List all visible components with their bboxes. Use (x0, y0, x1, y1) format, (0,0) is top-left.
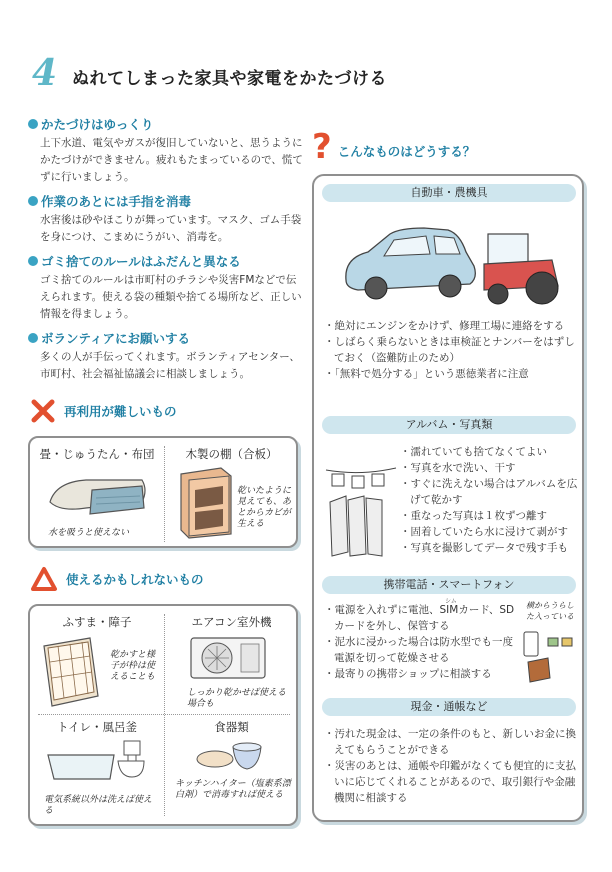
section-number: 4 (32, 52, 58, 94)
item-label: 木製の棚（合板） (185, 447, 278, 461)
maybe-heading (30, 566, 204, 592)
bullet-text: ・すぐに洗えない場合はアルバムを広げて乾かす (400, 478, 578, 506)
tip-item (28, 252, 304, 323)
section-bar-vehicles: 自動車・農機具 (322, 184, 576, 202)
tip-body: 水害後は砂やほこりが舞っています。マスク、ゴム手袋を身につけ、こまめにうがい、消毒を。 (40, 214, 302, 243)
bullet-text: ・しばらく乗らないときは車検証とナンバーをはずしておく（盗難防止のため） (324, 336, 575, 364)
bullet-text: ・泥水に浸かった場合は防水型でも一度電源を切って乾燥させる (324, 636, 513, 664)
item-tatami (30, 438, 164, 546)
sim-ruby: シム (445, 598, 457, 605)
item-toilet (30, 715, 164, 825)
tips-list (28, 115, 304, 389)
tip-body: 上下水道、電気やガスが復旧していないと、思うようにかたづけができません。疲れもたまっているので、慌てずに行いましょう。 (40, 137, 303, 183)
tip-body: ゴミ捨てのルールは市町村のチラシや災害FMなどで伝えられます。使える袋の種類や捨てる場所など、正しい情報を得ましょう。 (40, 274, 302, 320)
bullet-text: ・濡れていても捨てなくてよい (400, 446, 547, 458)
howto-panel (312, 174, 584, 822)
bullet-text: ・最寄りの携帯ショップに相談する (324, 668, 492, 680)
bullet-text: ・電源を入れずに電池、SIMカード、SDカードを外し、保管する (324, 604, 515, 632)
page-title: ぬれてしまった家具や家電をかたづける (72, 69, 387, 89)
bullet-text: ・重なった写真は１枚ずつ離す (400, 510, 547, 522)
tip-heading: ボランティアにお願いする (41, 331, 191, 346)
howto-heading (312, 127, 476, 167)
item-label: 畳・じゅうたん・布団 (39, 447, 155, 461)
bathtub-icon (44, 737, 150, 787)
phone-note: 横からうらした入っている (526, 601, 574, 621)
bullet-text: ・写真を撮影してデータで残す手も (400, 542, 568, 554)
photo-drying-icon (324, 462, 398, 562)
item-label: 食器類 (214, 720, 249, 734)
difficult-label: 再利用が難しいもの (64, 404, 177, 419)
shelf-icon (175, 464, 235, 540)
tip-heading: かたづけはゆっくり (41, 117, 154, 132)
tip-item (28, 115, 304, 186)
bullet-text: ・固着していたら水に浸けて剥がす (400, 526, 568, 538)
bullets-phones (324, 602, 520, 682)
item-note: 電気系統以外は洗えば使える (44, 795, 153, 816)
item-note: しっかり乾かせば使える場合も (187, 688, 287, 709)
section-bar-cash: 現金・通帳など (322, 698, 576, 716)
question-mark-icon: ? (312, 127, 332, 167)
item-note: 水を吸うと使えない (48, 528, 130, 538)
bullet-dot-icon (28, 119, 38, 129)
item-shelf (165, 438, 298, 546)
section-bar-phones: 携帯電話・スマートフォン (322, 576, 576, 594)
phone-parts-icon (518, 628, 578, 684)
bullet-dot-icon (28, 256, 38, 266)
tip-item (28, 329, 304, 383)
bullet-text: ・絶対にエンジンをかけず、修理工場に連絡をする (324, 320, 565, 332)
bullets-cash (324, 726, 576, 806)
bullet-text: ・汚れた現金は、一定の条件のもと、新しいお金に換えてもらうことができる (324, 728, 576, 756)
bullet-text: ・写真を水で洗い、干す (400, 462, 516, 474)
maybe-box (28, 604, 298, 826)
item-fusuma (30, 606, 164, 714)
item-aircon (165, 606, 298, 714)
item-note: 乾かすと様子が枠は使えることも (110, 650, 156, 682)
bullets-vehicles (324, 318, 576, 382)
item-dishes (165, 715, 298, 825)
item-note: キッチンハイター（塩素系漂白剤）で消毒すれば使える (175, 779, 291, 800)
difficult-box (28, 436, 298, 548)
bullet-dot-icon (28, 333, 38, 343)
tip-item (28, 192, 304, 246)
item-note: 乾いたように見えても、あとからカビが生える (237, 486, 292, 529)
shoji-icon (40, 634, 102, 708)
bullet-dot-icon (28, 196, 38, 206)
triangle-icon (30, 566, 58, 592)
aircon-unit-icon (187, 634, 271, 684)
difficult-heading (30, 398, 177, 424)
bullet-text: ・災害のあとは、通帳や印鑑がなくても便宜的に支払いに応じてくれることがあるので、取引銀行や金融機関に相談する (324, 760, 576, 804)
bullets-albums (400, 444, 578, 556)
howto-label: こんなものはどうする？ (337, 144, 476, 159)
item-label: ふすま・障子 (62, 615, 132, 629)
futon-icon (46, 468, 150, 520)
item-label: エアコン室外機 (191, 615, 272, 629)
tip-body: 多くの人が手伝ってくれます。ボランティアセンター、市町村、社会福祉協議会に相談しましょう。 (40, 351, 300, 380)
car-tractor-icon (338, 216, 570, 308)
page-header (28, 52, 588, 92)
dishes-icon (193, 737, 269, 777)
tip-heading: ゴミ捨てのルールはふだんと異なる (41, 254, 241, 269)
cross-icon (30, 398, 56, 424)
bullet-text: ・「無料で処分する」という悪徳業者に注意 (324, 368, 529, 380)
item-label: トイレ・風呂釜 (57, 720, 137, 734)
tip-heading: 作業のあとには手指を消毒 (41, 194, 192, 209)
maybe-label: 使えるかもしれないもの (66, 572, 204, 587)
section-bar-albums: アルバム・写真類 (322, 416, 576, 434)
